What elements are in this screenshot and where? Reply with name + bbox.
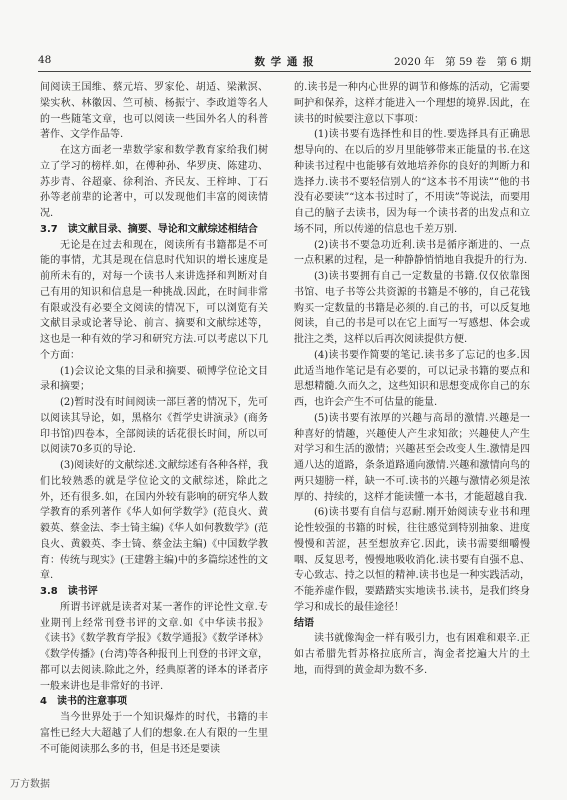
right-paragraph: 读书就像淘金一样有吸引力，也有困难和艰辛.正如古希腊先哲苏格拉底所言，淘金者挖遍大片的土地，而得到的黄金却为数不多.: [294, 633, 530, 676]
header-rule: [38, 71, 531, 72]
right-paragraph: (4)读书要作简要的笔记.读书多了忘记的也多.因此适当地作笔记是有必要的，可以记录书籍的要点和思想精髓.久而久之，这些知识和思想变成你自己的东西，也许会产生不可估量的能量.: [294, 349, 530, 408]
right-heading: 结语: [294, 617, 314, 629]
right-paragraph: (6)读书要有自信与忍耐.刚开始阅读专业书和理论性较强的书籍的时候，往往感觉到特别抽象、进度慢慢和苦涩，甚至想放弃它.因此，读书需要细嚼慢咽、反复思考，慢慢地吸收消化.读书要有自强不息、专心致志、持之以恒的精神.读书也是一种实践活动，不能养虚作假，要踏踏实实地读书.读书，是我们终身学习和成长的最佳途径！: [294, 507, 530, 613]
right-paragraph: (1)读书要有选择性和目的性.要选择具有正确思想导向的、在以后的岁月里能够带来正能量的书.在这种读书过程中也能够有效地培养你的良好的判断力和选择力.读书不要轻信别人的“这本书不用读”“他的书没有必要读”“这本书过时了，不用读”等说法，而要用自己的脑子去读书，因为每一个读书者的出发点和立场不同，所以传递的信息也千差万别.: [294, 129, 530, 235]
left-paragraph: 所谓书评就是读者对某一著作的评论性文章.专业期刊上经常刊登书评的文章.如《中华读书报》《读书》《数学教育学报》《数学通报》《数学译林》《数学传播》(台湾)等各种报刊上刊登的书评文章，都可以去阅读.除此之外，经典原著的译本的译者序一般来讲也是非常好的书评.: [40, 601, 268, 692]
left-column: [40, 80, 268, 757]
page-number: 48: [38, 54, 52, 66]
left-paragraph: 当今世界处于一个知识爆炸的时代，书籍的丰富性已经大大超越了人们的想象.在人有限的一生里不可能阅读那么多的书，但是书还是要读: [40, 712, 268, 755]
right-paragraph: (3)读书要拥有自己一定数量的书籍.仅仅依靠图书馆、电子书等公共资源的书籍是不够的，自己花钱购买一定数量的书籍是必须的.自己的书，可以反复地阅读，自己的书是可以在它上面写一写感想、体会或批注之类，这样以后再次阅读提供方便.: [294, 271, 530, 345]
right-paragraph: (2)读书不要急功近利.读书是循序渐进的、一点一点积累的过程，是一种静静悄悄地自我提升的行为.: [294, 239, 530, 267]
right-paragraph: 的.读书是一种内心世界的调节和修炼的活动，它需要呵护和保养，这样才能进入一个理想的境界.因此，在读书的时候要注意以下事项：: [294, 82, 530, 125]
journal-title: 数 学 通 报: [254, 56, 315, 68]
left-heading: 3.8 读书评: [40, 586, 98, 597]
right-paragraph: (5)读书要有浓厚的兴趣与高昂的激情.兴趣是一种喜好的情趣，兴趣使人产生求知欲；兴趣使人产生对学习和生活的激情；兴趣甚至会改变人生.激情是四通八达的道路，条条道路通向激情.兴趣和激情向鸟的两只翅膀一样，缺一不可.读书的兴趣与激情必须是浓厚的、持续的，这样才能读懂一本书，才能超越自我.: [294, 412, 530, 503]
page-header: [38, 54, 531, 70]
watermark-text: 万方数据: [10, 779, 50, 790]
left-paragraph: (1)会议论文集的目录和摘要、硕博学位论文目录和摘要；: [40, 365, 268, 393]
issue-info: 2020 年 第 59 卷 第 6 期: [394, 56, 531, 68]
left-paragraph: 无论是在过去和现在，阅读所有书籍都是不可能的事情，尤其是现在信息时代知识的增长速度是前所未有的，对每一个读书人来讲选择和判断对自己有用的知识和信息是一种挑战.因此，在时间非常有限或没有必要全文阅读的情况下，可以浏览有关文献目录或论著导论、前言、摘要和文献综述等，这也是一种有效的学习和研究方法.可以考虑以下几个方面：: [40, 239, 268, 361]
left-paragraph: (3)阅读好的文献综述.文献综述有各种各样，我们比较熟悉的就是学位论文的文献综述，除此之外，还有很多.如，在国内外较有影响的研究华人数学教育的系列著作《华人如何学数学》(范良火、黄毅英、蔡金法、李士锜主编)《华人如何教数学》(范良火、黄毅英、李士锜、蔡金法主编)《中国数学教育：传统与现实》(王建磐主编)中的多篇综述性的文章.: [40, 460, 268, 582]
left-paragraph: 在这方面老一辈数学家和数学教育家给我们树立了学习的榜样.如，在傅种孙、华罗庚、陈建功、苏步青、谷超豪、徐利治、齐民友、王梓坤、丁石孙等老前辈的论著中，可以发现他们丰富的阅读情况.: [40, 145, 268, 219]
right-column: [294, 80, 530, 679]
left-heading: 3.7 读文献目录、摘要、导论和文献综述相结合: [40, 223, 258, 235]
left-paragraph: 间阅读王国维、蔡元培、罗家伦、胡适、梁漱溟、梁实秋、林徽因、竺可桢、杨振宁、李政道等名人的一些随笔文章，也可以阅读一些国外名人的科普著作、文学作品等.: [40, 82, 268, 141]
left-heading: 4 读书的注意事项: [40, 696, 127, 708]
left-paragraph: (2)暂时没有时间阅读一部巨著的情况下，先可以阅读其导论，如，黑格尔《哲学史讲演录》(商务印书馆)四卷本，全部阅读的话花很长时间，所以可以阅读70多页的导论.: [40, 397, 268, 456]
